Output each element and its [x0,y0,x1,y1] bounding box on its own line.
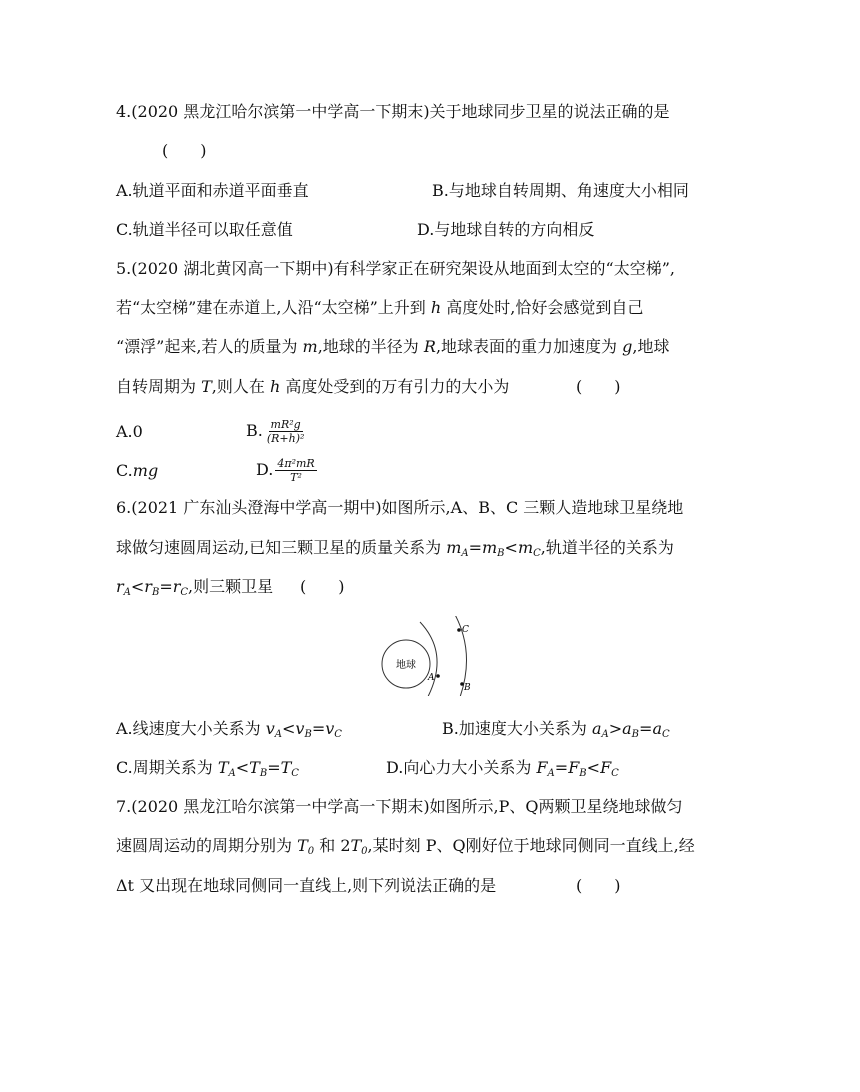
q7-stem-line1: 7.(2020 黑龙江哈尔滨第一中学高一下期末)如图所示,P、Q两颗卫星绕地球做匀 [116,797,683,816]
label-c: C [462,625,469,635]
satellite-c [457,628,461,632]
q4-option-d: D.与地球自转的方向相反 [417,220,595,239]
q7-stem-line2: 速圆周运动的周期分别为 $T_0$ 和 $2T_0$,某时刻 P、Q刚好位于地球同侧同一直线上,经 [116,836,695,857]
q4-answer-paren: ( ) [162,141,207,160]
q5-option-b-fraction: $\frac{\text{mR²g}}{\text{(R+h)²}}$ [266,418,305,445]
satellite-a [436,674,440,678]
q6-option-c: C.周期关系为 $T_A<T_B=T_C$ [116,758,299,779]
q5-option-d: D. $\frac{\text{4π²mR}}{\text{T²}}$ [256,457,315,484]
q5-stem-line4: 自转周期为 T,则人在 h 高度处受到的万有引力的大小为 [116,377,510,396]
q6-stem-line2: 球做匀速圆周运动,已知三颗卫星的质量关系为 $m_A=m_B<m_C$,轨道半径的关系为 [116,538,674,559]
q5-answer-paren: ( ) [576,377,621,396]
q7-answer-paren: ( ) [576,876,621,895]
q6-stem-line1: 6.(2021 广东汕头澄海中学高一期中)如图所示,A、B、C 三颗人造地球卫星绕地 [116,498,684,517]
q5-stem-line1: 5.(2020 湖北黄冈高一下期中)有科学家正在研究架设从地面到太空的“太空梯”, [116,259,676,278]
label-a: A [428,673,435,683]
q7-stem-line3: Δt 又出现在地球同侧同一直线上,则下列说法正确的是 [116,876,497,895]
inner-orbit [420,622,437,696]
q5-option-d-fraction: $\frac{\text{4π²mR}}{\text{T²}}$ [277,457,315,484]
satellite-orbit-figure [380,616,490,696]
q4-option-c: C.轨道半径可以取任意值 [116,220,293,239]
q5-stem-line3: “漂浮”起来,若人的质量为 m,地球的半径为 R,地球表面的重力加速度为 g,地球 [116,337,670,356]
q4-option-a: A.轨道平面和赤道平面垂直 [116,181,309,200]
q6-option-d: D.向心力大小关系为 $F_A=F_B<F_C$ [386,758,619,779]
q5-option-c: C.mg [116,461,159,480]
q6-answer-paren: ( ) [300,577,345,596]
q6-stem-line3: $r_A<r_B=r_C$,则三颗卫星 [116,577,274,598]
q6-option-a: A.线速度大小关系为 $v_A<v_B=v_C$ [116,719,342,740]
q4-stem: 4.(2020 黑龙江哈尔滨第一中学高一下期末)关于地球同步卫星的说法正确的是 [116,102,670,121]
q5-stem-line2: 若“太空梯”建在赤道上,人沿“太空梯”上升到 h 高度处时,恰好会感觉到自己 [116,298,644,317]
q5-option-a: A.0 [116,422,143,441]
earth-label: 地球 [396,660,416,671]
q6-option-b: B.加速度大小关系为 $a_A>a_B=a_C$ [442,719,670,740]
label-b: B [464,683,471,693]
q5-option-b: B. $\frac{\text{mR²g}}{\text{(R+h)²}}$ [246,418,305,445]
q4-option-b: B.与地球自转周期、角速度大小相同 [432,181,689,200]
